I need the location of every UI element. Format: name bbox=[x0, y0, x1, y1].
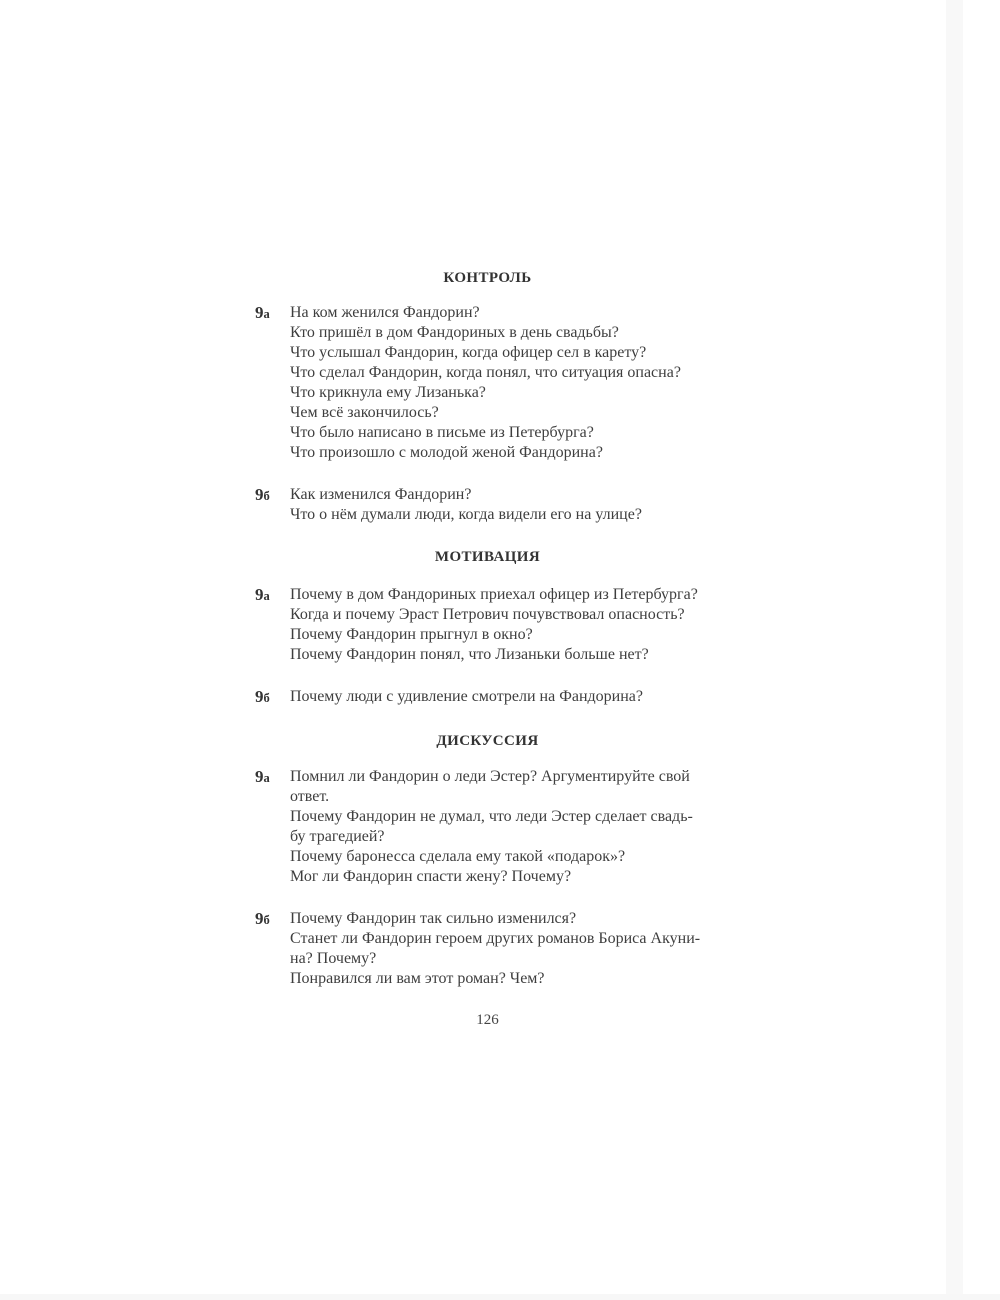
page-number: 126 bbox=[476, 1012, 499, 1028]
question-number: 9б bbox=[255, 909, 270, 928]
question-line: Станет ли Фандорин героем других романов Бориса Акуни- bbox=[290, 930, 701, 947]
section-heading-diskussia: ДИСКУССИЯ bbox=[436, 733, 539, 749]
question-number: 9а bbox=[255, 585, 270, 604]
question-line: на? Почему? bbox=[290, 950, 377, 967]
question-line: Мог ли Фандорин спасти жену? Почему? bbox=[290, 868, 572, 885]
question-block-kontrol-9a bbox=[255, 303, 720, 463]
question-line: Что о нём думали люди, когда видели его на улице? bbox=[290, 506, 642, 523]
question-number: 9а bbox=[255, 303, 270, 322]
question-line: Кто пришёл в дом Фандориных в день свадьбы? bbox=[290, 324, 619, 341]
question-block-kontrol-9b bbox=[255, 485, 720, 525]
question-line: Почему Фандорин понял, что Лизаньки больше нет? bbox=[290, 646, 649, 663]
question-line: Почему баронесса сделала ему такой «подарок»? bbox=[290, 848, 626, 865]
question-line: ответ. bbox=[290, 788, 330, 805]
question-line: Почему Фандорин прыгнул в окно? bbox=[290, 626, 533, 643]
question-block-motivacia-9a bbox=[255, 585, 720, 665]
question-number: 9а bbox=[255, 767, 270, 786]
question-line: бу трагедией? bbox=[290, 828, 385, 845]
scan-edge-right bbox=[946, 0, 963, 1300]
question-line: Когда и почему Эраст Петрович почувствовал опасность? bbox=[290, 606, 685, 623]
question-line: Понравился ли вам этот роман? Чем? bbox=[290, 970, 545, 987]
question-line: Что было написано в письме из Петербурга? bbox=[290, 424, 594, 441]
section-heading-motivacia: МОТИВАЦИЯ bbox=[434, 549, 541, 565]
question-number: 9б bbox=[255, 485, 270, 504]
question-line: Что произошло с молодой женой Фандорина? bbox=[290, 444, 603, 461]
question-line: Что крикнула ему Лизанька? bbox=[290, 384, 486, 401]
question-line: Почему Фандорин не думал, что леди Эстер сделает свадь- bbox=[290, 808, 693, 825]
page-content bbox=[255, 270, 720, 1029]
question-block-diskussia-9b bbox=[255, 909, 720, 989]
question-line: Чем всё закончилось? bbox=[290, 404, 439, 421]
question-block-diskussia-9a bbox=[255, 767, 720, 887]
question-line: Почему в дом Фандориных приехал офицер из Петербурга? bbox=[290, 586, 698, 603]
section-heading-kontrol: КОНТРОЛЬ bbox=[443, 270, 532, 286]
question-line: Как изменился Фандорин? bbox=[290, 486, 472, 503]
question-line: Помнил ли Фандорин о леди Эстер? Аргументируйте свой bbox=[290, 768, 690, 785]
question-number: 9б bbox=[255, 687, 270, 706]
question-block-motivacia-9b bbox=[255, 687, 720, 707]
question-line: Почему Фандорин так сильно изменился? bbox=[290, 910, 577, 927]
question-line: Что услышал Фандорин, когда офицер сел в карету? bbox=[290, 344, 647, 361]
question-line: Почему люди с удивление смотрели на Фандорина? bbox=[290, 688, 643, 705]
question-line: Что сделал Фандорин, когда понял, что ситуация опасна? bbox=[290, 364, 681, 381]
scan-edge-bottom bbox=[0, 1294, 1000, 1300]
question-line: На ком женился Фандорин? bbox=[290, 304, 480, 321]
